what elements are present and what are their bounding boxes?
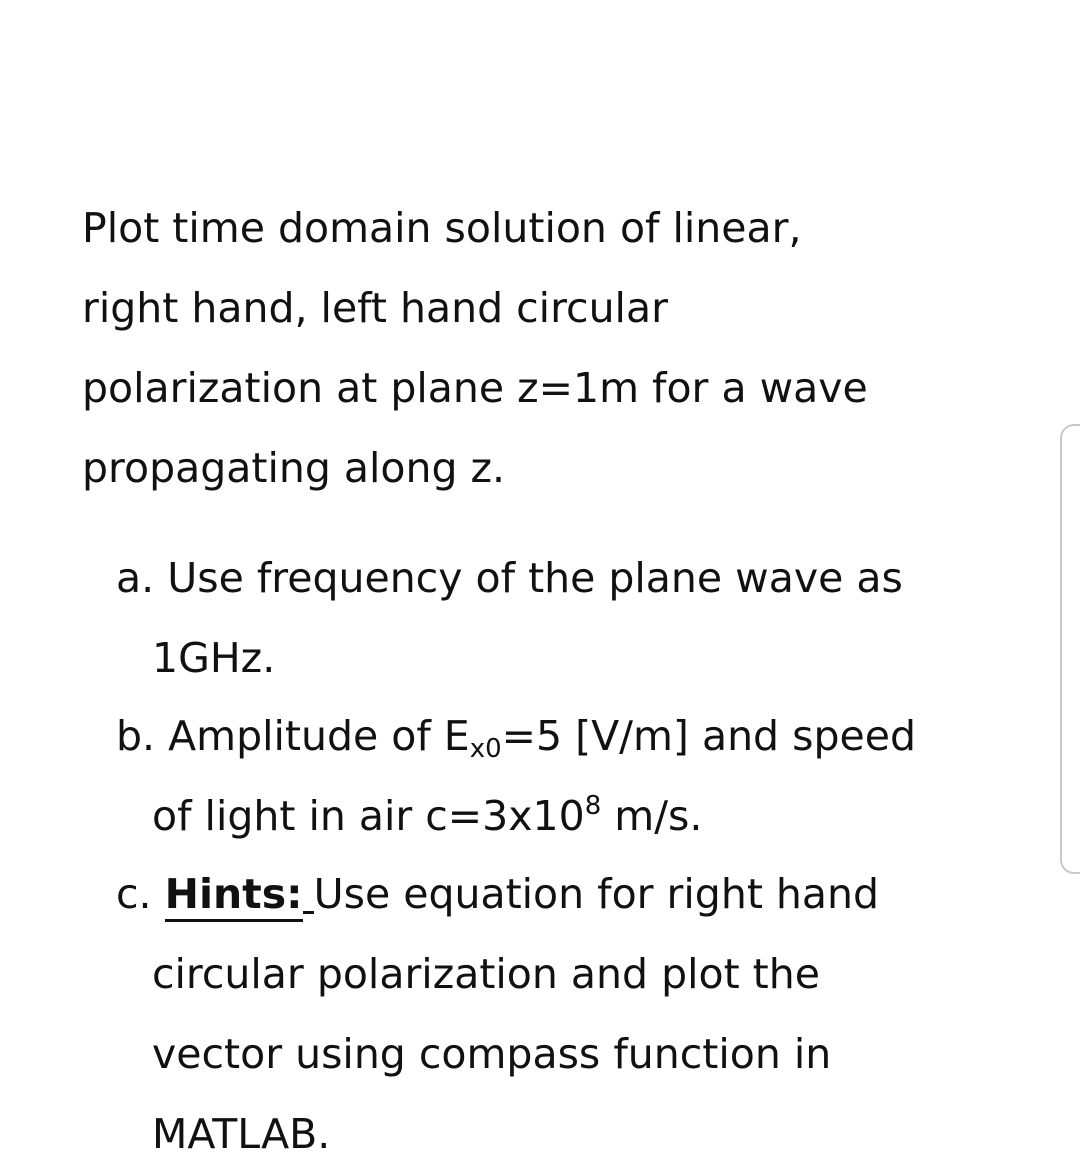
text-run: Amplitude of E: [168, 712, 470, 760]
statement-line: propagating along z.: [82, 444, 506, 492]
list-item-text: vector using compass function in: [152, 1030, 832, 1078]
list-marker: b.: [116, 712, 156, 760]
list-item-text: [116, 776, 1066, 856]
problem-statement: [82, 188, 982, 508]
list-item-a: [116, 538, 1066, 698]
list-item-text: MATLAB.: [152, 1110, 331, 1158]
list-item-text: Use equation for right hand: [313, 870, 880, 918]
subscript: x0: [469, 734, 502, 764]
list-marker: a.: [116, 554, 155, 602]
list-item-text: 1GHz.: [152, 634, 276, 682]
statement-line: right hand, left hand circular: [82, 284, 668, 332]
superscript: 8: [584, 791, 602, 821]
list-item-text: circular polarization and plot the: [152, 950, 820, 998]
statement-line: polarization at plane z=1m for a wave: [82, 364, 868, 412]
list-marker: c.: [116, 870, 152, 918]
list-item-text: [168, 712, 916, 764]
hints-label: Hints:: [165, 870, 303, 922]
text-run: =5 [V/m] and speed: [501, 712, 916, 760]
list-item-c: [116, 854, 1066, 1174]
side-panel-handle[interactable]: [1060, 424, 1080, 874]
list-item-b: [116, 696, 1066, 856]
statement-line: Plot time domain solution of linear,: [82, 204, 802, 252]
hints-underline-gap: [303, 871, 314, 914]
text-run: m/s.: [601, 792, 703, 840]
text-run: of light in air c=3x10: [152, 792, 585, 840]
list-item-text: Use frequency of the plane wave as: [167, 554, 903, 602]
